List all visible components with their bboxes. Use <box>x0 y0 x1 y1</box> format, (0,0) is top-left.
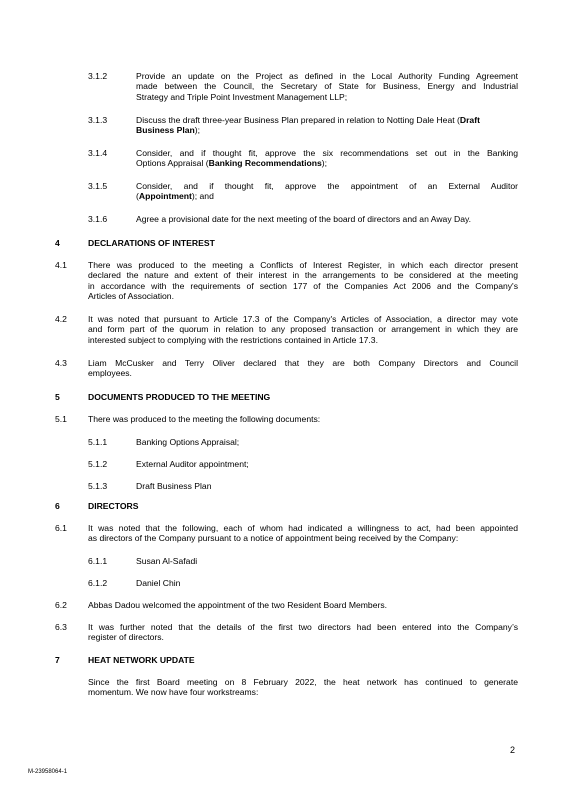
paragraph-line: Since the first Board meeting on 8 February 2022, the heat network has continued to generate <box>88 677 518 687</box>
item-number: 5.1.3 <box>88 481 108 491</box>
paragraph-number: 4.2 <box>55 314 67 324</box>
paragraph-number: 6.1 <box>55 523 67 533</box>
section-heading: DOCUMENTS PRODUCED TO THE MEETING <box>88 392 271 402</box>
paragraph-line: Liam McCusker and Terry Oliver declared that they are both Company Directors and Council <box>88 358 518 368</box>
item-text-line: Strategy and Triple Point Investment Management LLP; <box>136 92 348 102</box>
section-number: 7 <box>55 655 60 665</box>
item-text-line: External Auditor appointment; <box>136 459 249 469</box>
paragraph-line: Abbas Dadou welcomed the appointment of the two Resident Board Members. <box>88 600 388 610</box>
item-number: 3.1.3 <box>88 115 108 125</box>
paragraph-number: 4.1 <box>55 260 67 270</box>
item-text-line: Consider, and if thought fit, approve the six recommendations set out in the Banking <box>136 148 518 158</box>
item-text-line: Draft Business Plan <box>136 481 212 491</box>
paragraph-line: momentum. We now have four workstreams: <box>88 687 259 697</box>
paragraph-number: 5.1 <box>55 414 67 424</box>
defined-term: Draft <box>459 115 480 125</box>
defined-term: Business Plan <box>136 125 195 135</box>
item-number: 3.1.5 <box>88 181 108 191</box>
paragraph-line: register of directors. <box>88 632 164 642</box>
paragraph-number: 6.3 <box>55 622 67 632</box>
paragraph-number: 6.2 <box>55 600 67 610</box>
item-text-line: Agree a provisional date for the next meeting of the board of directors and an Away Day. <box>136 214 472 224</box>
paragraph-line: interested subject to complying with the restrictions contained in Article 17.3. <box>88 335 378 345</box>
item-text-line: Options Appraisal (Banking Recommendations); <box>136 158 328 168</box>
defined-term: Banking Recommendations <box>208 158 322 168</box>
defined-term: Appointment <box>138 191 192 201</box>
item-text-line: (Appointment); and <box>136 191 214 201</box>
item-text-line: Consider, and if thought fit, approve the appointment of an External Auditor <box>136 181 518 191</box>
paragraph-line: It was noted that pursuant to Article 17.3 of the Company's Articles of Association, a director may vote <box>88 314 518 324</box>
paragraph-line: employees. <box>88 368 132 378</box>
paragraph-line: It was noted that the following, each of whom had indicated a willingness to act, had been appointed <box>88 523 518 533</box>
item-number: 3.1.2 <box>88 71 108 81</box>
item-text-line: Discuss the draft three-year Business Plan prepared in relation to Notting Dale Heat (Draft <box>136 115 480 125</box>
paragraph-line: declared the nature and extent of their interest in the arrangements to be considered at the meeting <box>88 270 518 280</box>
paragraph-line: Articles of Association. <box>88 291 174 301</box>
document-reference: M-23958064-1 <box>28 769 68 775</box>
paragraph-line: in accordance with the requirements of section 177 of the Companies Act 2006 and the Company's <box>88 281 518 291</box>
paragraph-number: 4.3 <box>55 358 67 368</box>
section-heading: DIRECTORS <box>88 501 139 511</box>
item-text-line: Business Plan); <box>136 125 200 135</box>
item-text-line: Daniel Chin <box>136 578 181 588</box>
item-number: 3.1.4 <box>88 148 108 158</box>
item-text-line: Banking Options Appraisal; <box>136 437 240 447</box>
paragraph-line: There was produced to the meeting a Conflicts of Interest Register, in which each director present <box>88 260 518 270</box>
item-number: 5.1.1 <box>88 437 108 447</box>
paragraph-line: There was produced to the meeting the following documents: <box>88 414 321 424</box>
section-heading: DECLARATIONS OF INTEREST <box>88 238 215 248</box>
item-number: 3.1.6 <box>88 214 108 224</box>
item-text-line: Provide an update on the Project as defined in the Local Authority Funding Agreement <box>136 71 518 81</box>
page-number: 2 <box>510 745 516 755</box>
item-number: 6.1.1 <box>88 556 108 566</box>
section-number: 4 <box>55 238 60 248</box>
item-text-line: made between the Council, the Secretary of State for Business, Energy and Industrial <box>136 81 518 91</box>
item-number: 6.1.2 <box>88 578 108 588</box>
section-number: 6 <box>55 501 60 511</box>
item-number: 5.1.2 <box>88 459 108 469</box>
paragraph-line: It was further noted that the details of the first two directors had been entered into the Company’s <box>88 622 518 632</box>
paragraph-line: and form part of the quorum in relation to any proposed transaction or arrangement in which they are <box>88 324 518 334</box>
section-number: 5 <box>55 392 60 402</box>
item-text-line: Susan Al-Safadi <box>136 556 198 566</box>
section-heading: HEAT NETWORK UPDATE <box>88 655 195 665</box>
paragraph-line: as directors of the Company pursuant to a notice of appointment being received by the Company: <box>88 533 459 543</box>
